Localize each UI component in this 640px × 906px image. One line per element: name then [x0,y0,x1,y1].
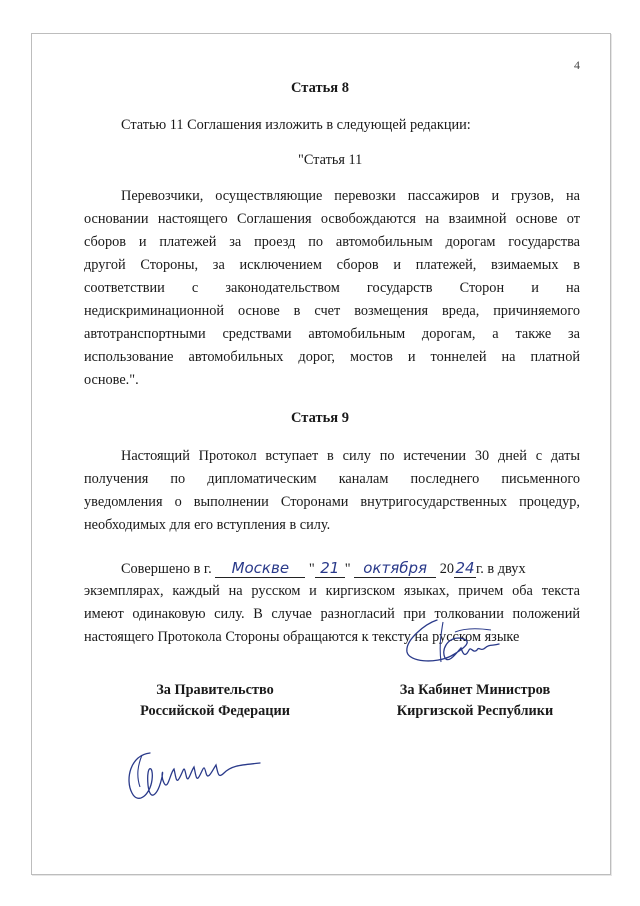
paragraph-line: соответствии с законодательством государств Сторон и на [84,280,580,296]
signatory-right-line2: Киргизской Республики [396,703,554,719]
paragraph-line: получения по дипломатическим каналам последнего письменного [84,471,580,487]
paragraph-line: экземплярах, каждый на русском и киргизском языках, причем оба текста [84,583,580,599]
quoted-article-title: "Статья 11 [298,152,363,168]
signatory-right [360,680,590,722]
signatory-left-line2: Российской Федерации [140,703,290,719]
quote-mark: " [308,561,315,577]
signatory-left-line1: За Правительство [156,682,274,698]
paragraph-line: основании настоящего Соглашения освобождаются на взаимной основе от [84,211,580,227]
after-year-text: г. в двух [476,561,526,577]
month-handwritten: октября [363,559,428,577]
paragraph-line: уведомления о выполнении Сторонами внутригосударственных процедур, [84,494,580,510]
paragraph-line: использование автомобильных дорог, мостов и тоннелей на платной [84,349,580,365]
signature-left-image [120,725,280,810]
paragraph-line: недискриминационной основе в счет возмещения вреда, причиняемого [84,303,580,319]
paragraph-line: другой Стороны, за исключением сборов и платежей, взимаемых в [84,257,580,273]
day-handwritten: 21 [320,559,340,577]
page-number: 4 [574,58,580,72]
quote-mark: " [344,561,351,577]
paragraph-line: основе.". [84,372,139,388]
city-field [215,559,305,578]
paragraph-line: сборов и платежей за проезд по автомобильным дорогам государства [84,234,580,250]
article-9-heading: Статья 9 [291,410,349,426]
article-8-heading: Статья 8 [291,80,349,96]
done-at-line [121,559,580,579]
paragraph-line: автотранспортными средствами автомобильным дорогам, а также за [84,326,580,342]
month-field [354,559,436,578]
paragraph-line: Настоящий Протокол вступает в силу по истечении 30 дней с даты [121,448,580,464]
paragraph-line: настоящего Протокола Стороны обращаются к тексту на русском языке [84,629,520,645]
signatory-right-line1: За Кабинет Министров [399,682,551,698]
signature-right-image [395,612,505,672]
paragraph-line: Перевозчики, осуществляющие перевозки пассажиров и грузов, на [121,188,580,204]
year-handwritten: 24 [455,559,475,577]
paragraph-line: необходимых для его вступления в силу. [84,517,331,533]
year-field [454,559,476,578]
done-at-prefix: Совершено в г. [121,561,212,577]
year-prefix: 20 [439,561,455,577]
city-handwritten: Москве [231,559,290,577]
day-field [315,559,345,578]
article-8-intro: Статью 11 Соглашения изложить в следующей редакции: [121,117,471,133]
paragraph-line: имеют одинаковую силу. В случае разногласий при толковании положений [84,606,580,622]
signatory-left [100,680,330,722]
